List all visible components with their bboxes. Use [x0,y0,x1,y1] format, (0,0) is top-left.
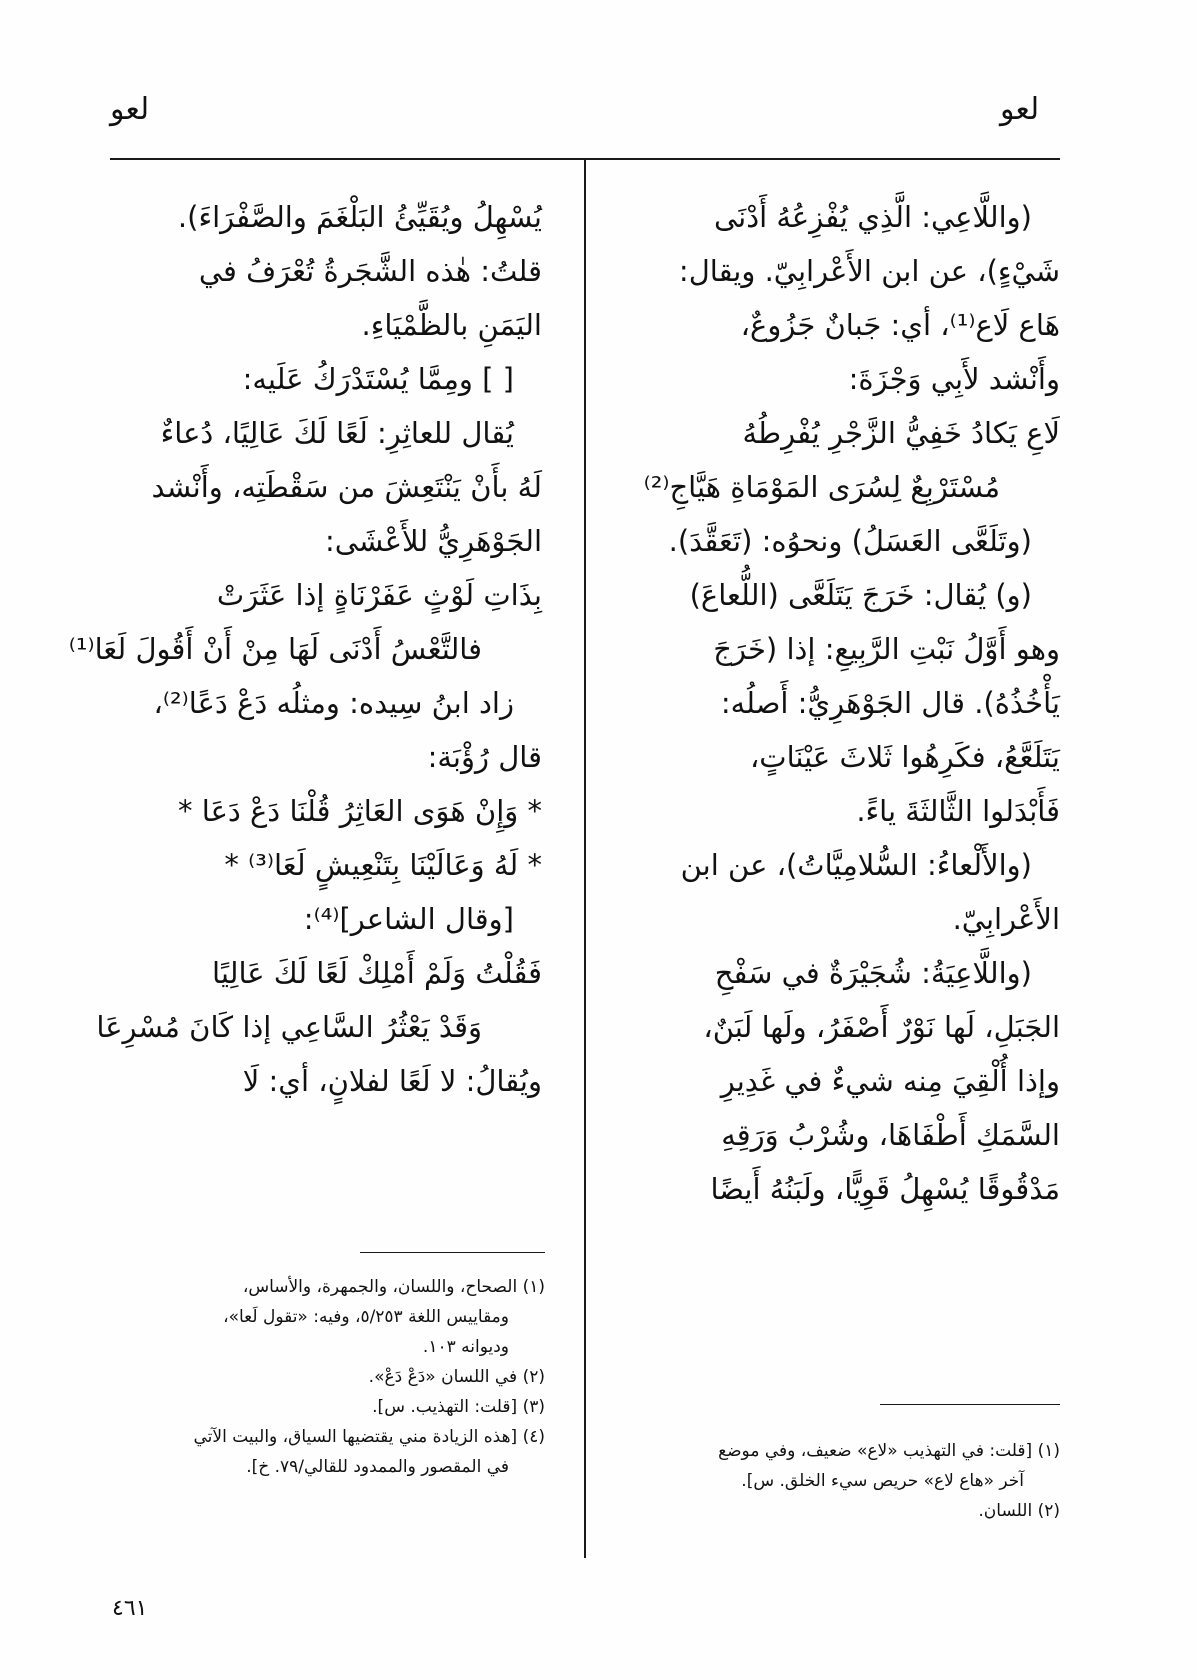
text-line: شَيْءٍ)، عن ابن الأَعْرابِيّ. ويقال: [678,254,1060,288]
text-line: (و) يُقال: خَرَجَ يَتَلَعَّى (اللُّعاعَ) [689,578,1032,612]
text-line: الأَعْرابِيّ. [952,902,1060,936]
verse-line: وَقَدْ يَعْثُرُ السَّاعِي إذا كَانَ مُسْرِعَا [96,1010,482,1044]
text-line: (واللَّاعِي: الَّذِي يُفْزِعُهُ أَدْنَى [713,200,1032,234]
text-line: الجَوْهَرِيُّ للأَعْشَى: [324,524,542,558]
footnotes-right [628,1436,1060,1526]
text-line: هَاع لَاع⁽¹⁾، أي: جَبانٌ جَزُوعٌ، [740,308,1060,342]
footnote: (٤) [هذه الزيادة مني يقتضيها السياق، والبيت الآتي [193,1427,545,1447]
running-header-left: لعو [110,92,150,127]
footnotes-left [110,1272,545,1482]
footnote: (٢) اللسان. [978,1501,1060,1521]
text-line: (والأَلْعاءُ: السُّلامِيَّاتُ)، عن ابن [680,848,1032,882]
verse-line: بِذَاتِ لَوْثٍ عَفَرْنَاةٍ إذا عَثَرَتْ [216,578,542,612]
verse-line: * لَهُ وَعَالَيْنَا بِتَنْعِيشٍ لَعَا⁽³⁾ * [224,848,542,882]
footnote: (٢) في اللسان «دَعْ دَعْ». [368,1367,545,1387]
left-column [68,190,542,1108]
footnote: (١) الصحاح، واللسان، والجمهرة، والأساس، [242,1277,545,1297]
text-line: (واللَّاعِيَةُ: شُجَيْرَةٌ في سَفْحِ [714,956,1032,990]
text-line: يُقال للعاثِرِ: لَعًا لَكَ عَالِيًا، دُعاءٌ [160,416,514,450]
text-line: يُسْهِلُ ويُقَيِّئُ البَلْغَمَ والصَّفْرَاءَ). [177,200,542,234]
verse-line: * وَإِنْ هَوَى العَاثِرُ قُلْنَا دَعْ دَعَا * [178,794,542,828]
text-line: [وقال الشاعر]⁽⁴⁾: [303,902,514,936]
verse-line: لَاعِ يَكادُ خَفِيُّ الزَّجْرِ يُفْرِطُهُ [742,416,1060,450]
text-line: اليَمَنِ بالظَّمْيَاءِ. [361,308,542,342]
text-line: لَهُ بأَنْ يَنْتَعِشَ من سَقْطَتِه، وأَنْشد [151,470,542,504]
text-line: قال رُؤْبَة: [427,740,542,774]
text-line: وأَنْشد لأَبِي وَجْزَةَ: [848,362,1060,396]
text-line: وهو أَوَّلُ نَبْتِ الرَّبِيعِ: إذا (خَرَجَ [713,632,1060,666]
footnote: وديوانه ١٠٣. [422,1337,509,1357]
text-line: [ ] ومِمَّا يُسْتَدْرَكُ عَلَيه: [242,362,514,396]
footnote: (٣) [قلت: التهذيب. س]. [372,1397,545,1417]
text-line: يَتَلَعَّعُ، فكَرِهُوا ثَلاثَ عَيْنَاتٍ، [749,740,1060,774]
verse-line: مُسْتَرْبِعٌ لِسُرَى المَوْمَاةِ هَيَّاجِ⁽²⁾ [643,470,1000,504]
footnote: ومقاييس اللغة ٥/٢٥٣، وفيه: «تقول لَعا»، [223,1307,509,1327]
verse-line: فَقُلْتُ وَلَمْ أَمْلِكْ لَعًا لَكَ عَالِيًا [212,956,542,990]
text-line: قلتُ: هٰذه الشَّجَرةُ تُعْرَفُ في [198,254,542,288]
footnote-rule-left [360,1252,545,1253]
footnote: (١) [قلت: في التهذيب «لاع» ضعيف، وفي موضع [718,1441,1060,1461]
running-header-right: لعو [1000,92,1040,127]
page-number: ٤٦١ [112,1596,148,1621]
right-column [628,190,1060,1216]
footnote-rule-right [880,1404,1060,1405]
text-line: زاد ابنُ سِيده: ومثلُه دَعْ دَعًا⁽²⁾، [153,686,514,720]
verse-line: فالتَّعْسُ أَدْنَى لَهَا مِنْ أَنْ أَقُولَ لَعَا⁽¹⁾ [68,632,482,666]
text-line: الجَبَلِ، لَها نَوْرٌ أَصْفَرُ، ولَها لَبَنٌ، [703,1010,1060,1044]
footnote: آخر «هاع لاع» حريص سيء الخلق. س]. [741,1471,1024,1491]
text-line: ويُقالُ: لا لَعًا لفلانٍ، أي: لَا [242,1064,542,1098]
column-divider [584,158,586,1558]
text-line: (وتَلَعَّى العَسَلُ) ونحوُه: (تَعَقَّدَ). [668,524,1032,558]
footnote: في المقصور والممدود للقالي/٧٩. خ]. [246,1457,509,1477]
text-line: مَدْقُوقًا يُسْهِلُ قَوِيًّا، ولَبَنُهُ أَيضًا [710,1172,1060,1206]
text-line: فَأَبْدَلوا الثَّالثَةَ ياءً. [856,794,1060,828]
text-line: يَأْخُذُهُ). قال الجَوْهَرِيُّ: أَصلُه: [720,686,1060,720]
text-line: وإذا أُلْقِيَ مِنه شيءٌ في غَدِيرِ [720,1064,1060,1098]
text-line: السَّمَكِ أَطْفَاهَا، وشُرْبُ وَرَقِهِ [721,1118,1060,1152]
